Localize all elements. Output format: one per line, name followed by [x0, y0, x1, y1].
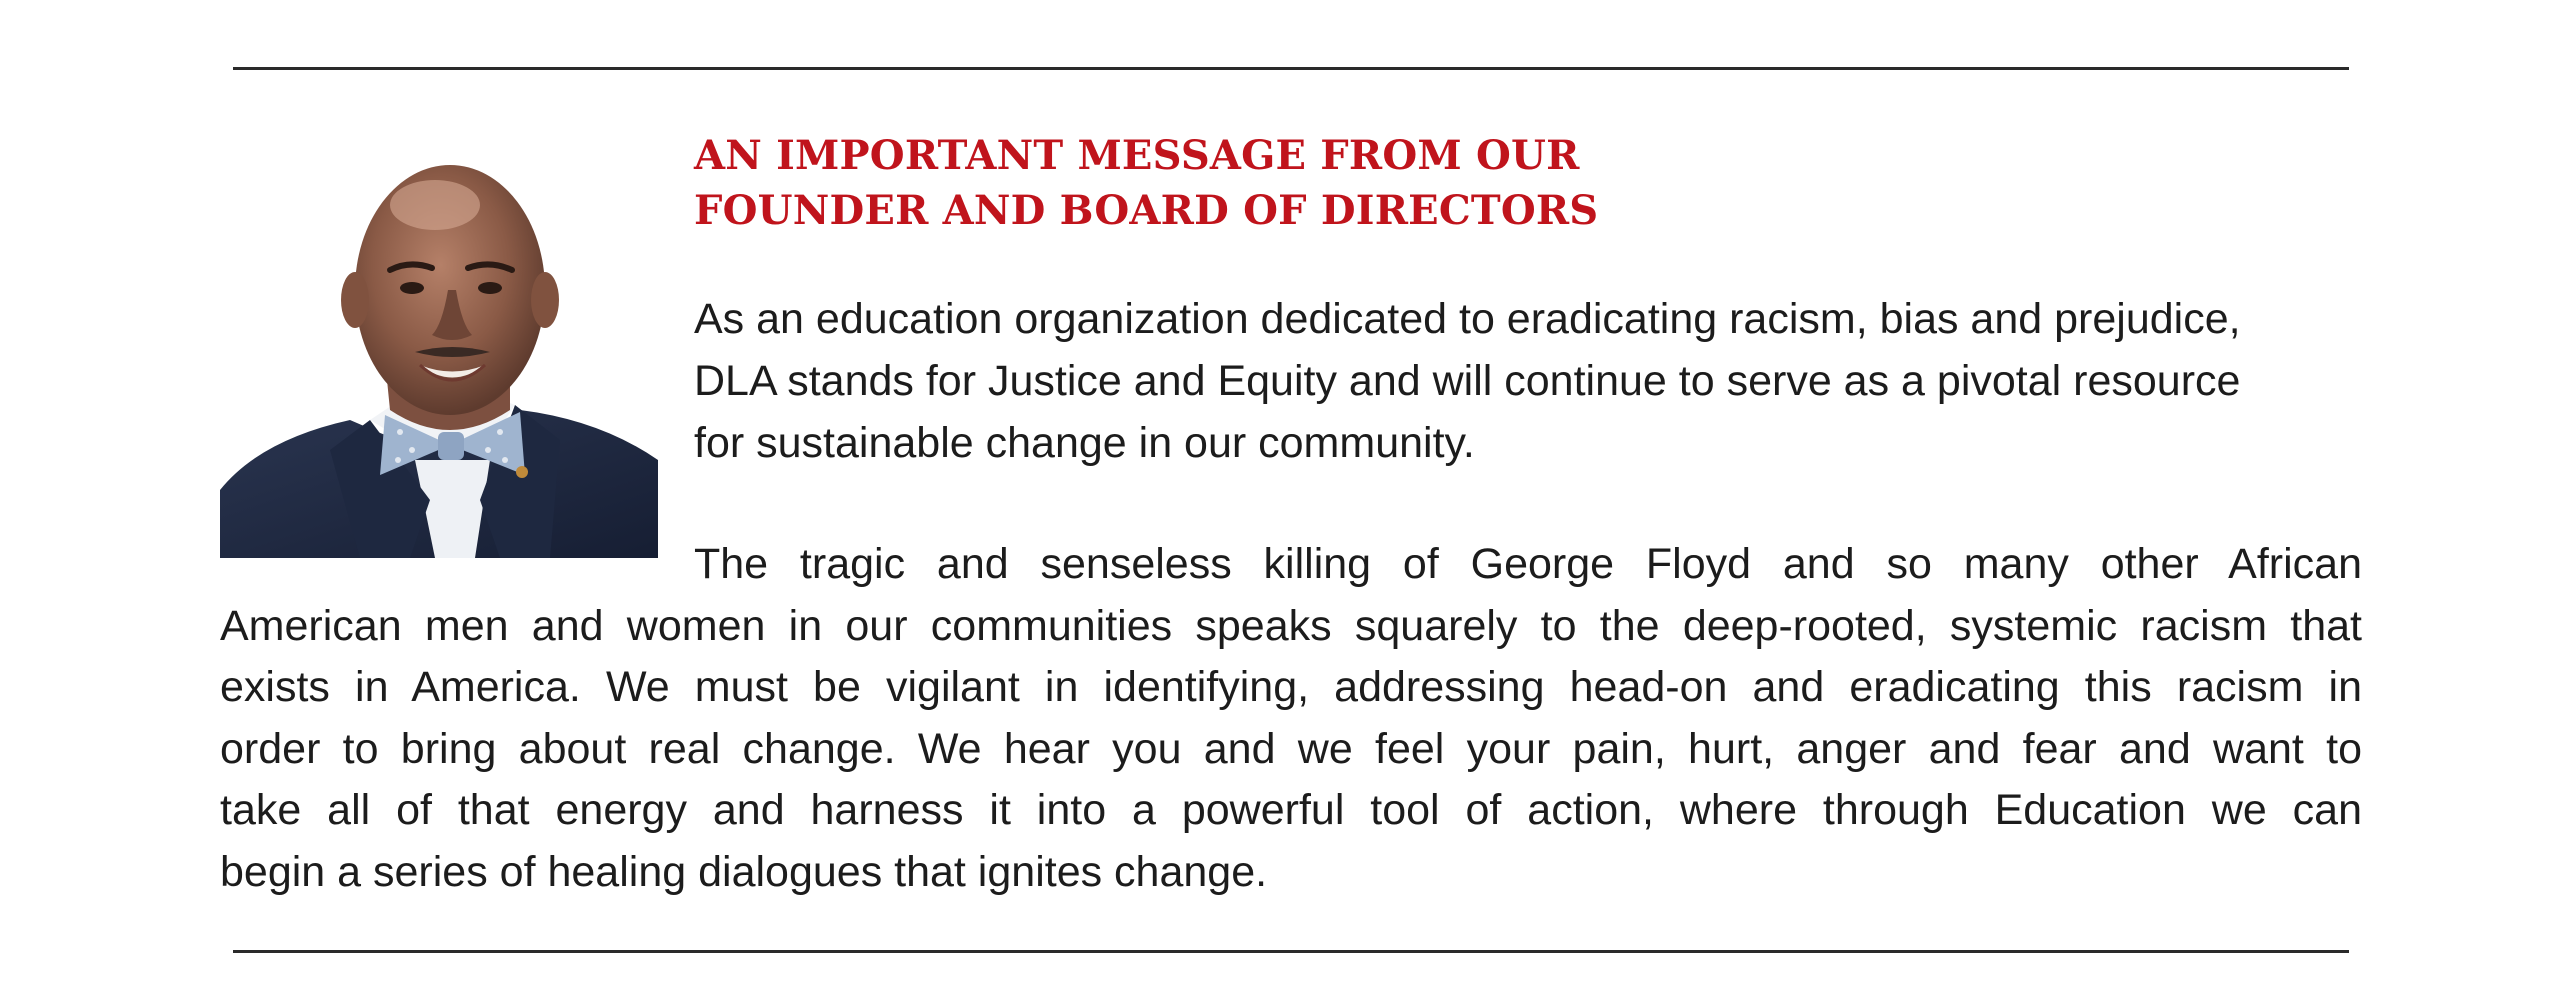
intro-paragraph: [694, 288, 2354, 474]
heading-line-2: FOUNDER AND BOARD OF DIRECTORS: [694, 187, 1599, 234]
body-line: American men and women in our communities speaks squarely to the deep-rooted, systemic racism that: [220, 601, 2362, 650]
message-heading: [694, 128, 1598, 238]
intro-line: DLA stands for Justice and Equity and will continue to serve as a pivotal resource: [694, 357, 2241, 405]
body-paragraph: [220, 534, 2362, 903]
body-line: begin a series of healing dialogues that ignites change.: [220, 847, 1268, 896]
intro-line: As an education organization dedicated to eradicating racism, bias and prejudice,: [694, 295, 2241, 343]
body-line: take all of that energy and harness it into a powerful tool of action, where through Education we can: [220, 786, 2362, 834]
body-line: exists in America. We must be vigilant in identifying, addressing head-on and eradicating this racism in: [220, 663, 2362, 711]
intro-line: for sustainable change in our community.: [694, 419, 1475, 467]
founder-portrait-photo: [220, 120, 658, 558]
bottom-divider: [233, 950, 2349, 953]
body-line: The tragic and senseless killing of George Floyd and so many other African: [694, 540, 2362, 588]
portrait-illustration: [220, 120, 658, 558]
body-line: order to bring about real change. We hear you and we feel your pain, hurt, anger and fear and want to: [220, 724, 2362, 773]
heading-line-1: AN IMPORTANT MESSAGE FROM OUR: [694, 132, 1580, 179]
top-divider: [233, 67, 2349, 70]
